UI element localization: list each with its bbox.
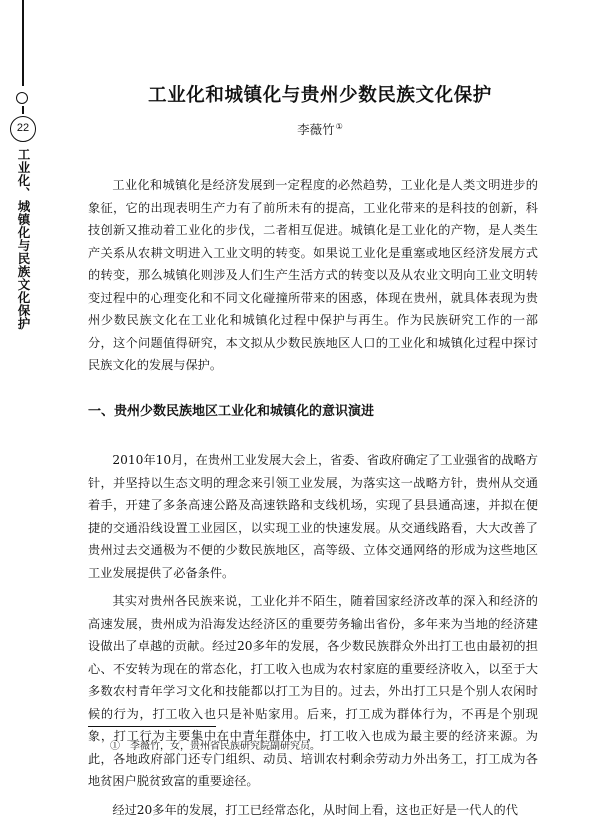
running-title: 工业化、城镇化与民族文化保护 bbox=[14, 148, 32, 330]
paragraph-intro: 工业化和城镇化是经济发展到一定程度的必然趋势，工业化是人类文明进步的象征，它的出现表明生产力有了前所未有的提高，工业化带来的是科技的创新，科技创新又推动着工业化的步伐，二者相互促进。城镇化是工业化的产物，是人类生产关系从农耕文明进入工业文明的转变。如果说工业化是重塞或地区经济发展方式的转变，那么城镇化则涉及人们生产生活方式的转变以及从农业文明向工业文明转变过程中的心理变化和不同文化碰撞所带来的困惑，体现在贵州，就具体表现为贵州少数民族文化在工业化和城镇化过程中保护与再生。作为民族研究工作的一部分，这个问题值得研究，本文拟从少数民族地区人口的工业化和城镇化过程中探讨民族文化的发展与保护。 bbox=[88, 174, 538, 377]
paragraph-3: 其实对贵州各民族来说，工业化并不陌生，随着国家经济改革的深入和经济的高速发展，贵州成为沿海发达经济区的重要劳务输出省份，多年来为当地的经济建设做出了卓越的贡献。经过20多年的发展，各少数民族群众外出打工也由最初的担心、不安转为现在的常态化，打工收入也成为农村家庭的重要经济收入，以至于大多数农村青年学习文化和技能都以打工为目的。过去，外出打工只是个别人农闲时候的行为，打工收入也只是补贴家用。后来，打工成为群体行为，不再是个别现象，打工行为主要集中在中青年群体中，打工收入也成为最主要的经济来源。为此，各地政府部门还专门组织、动员、培训农村剩余劳动力外出务工，打工成为各地贫困户脱贫致富的重要途径。 bbox=[88, 590, 538, 793]
margin-circle-ornament bbox=[16, 92, 28, 104]
section-heading: 一、贵州少数民族地区工业化和城镇化的意识演进 bbox=[88, 401, 538, 424]
margin-rule-mid bbox=[22, 106, 24, 114]
paragraph-2: 2010年10月，在贵州工业发展大会上，省委、省政府确定了工业强省的战略方针，并坚持以生态文明的理念来引领工业发展，为落实这一战略方针，贵州从交通着手，开建了多条高速公路及高速铁路和支线机场，实现了县县通高速，并拟在便捷的交通沿线设置工业园区，以实现工业的快速发展。从交通线路看，大大改善了贵州过去交通极为不便的少数民族地区，高等级、立体交通网络的形成为这些地区工业发展提供了必备条件。 bbox=[88, 449, 538, 584]
margin-rule-top bbox=[22, 0, 24, 86]
page-number: 22 bbox=[10, 116, 36, 142]
article-title: 工业化和城镇化与贵州少数民族文化保护 bbox=[40, 81, 600, 107]
article-body bbox=[88, 174, 538, 821]
footnote-divider bbox=[88, 726, 216, 727]
author-name: 李薇竹 bbox=[297, 122, 335, 137]
footnote: ① 李薇竹，女，贵州省民族研究院副研究员。 bbox=[110, 737, 320, 752]
author-footnote-marker: ① bbox=[336, 122, 343, 131]
paragraph-4: 经过20多年的发展，打工已经常态化，从时间上看，这也正好是一代人的代 bbox=[88, 799, 538, 821]
author-line bbox=[40, 120, 600, 138]
